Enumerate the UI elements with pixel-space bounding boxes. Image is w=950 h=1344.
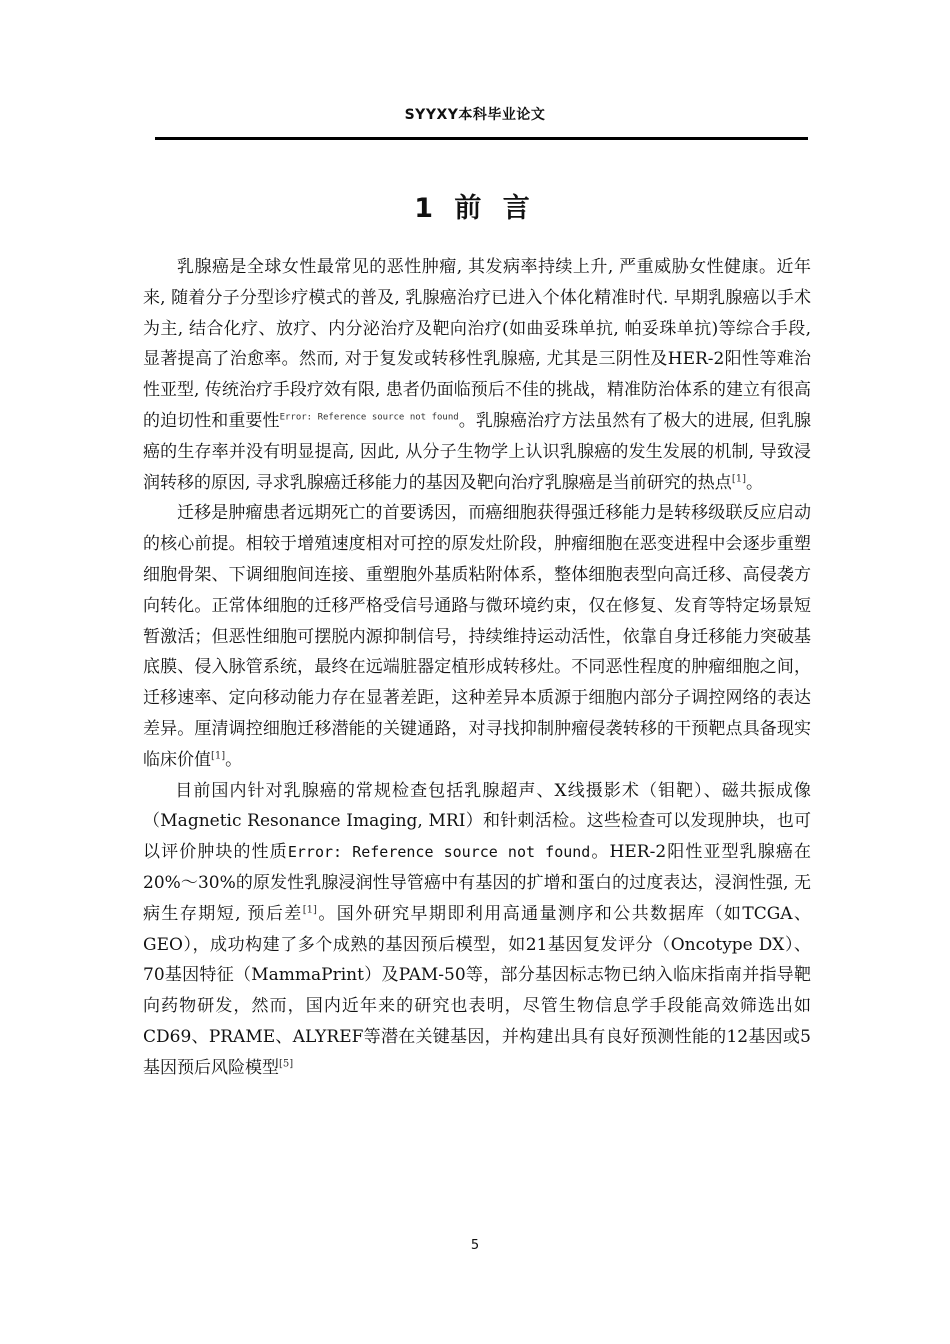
header-rule — [155, 137, 808, 140]
paragraph-1 — [143, 252, 811, 498]
chapter-title: 1 前 言 — [414, 193, 536, 224]
paragraph-1-text-c: 。 — [745, 472, 763, 493]
citation-marker[interactable]: [5] — [279, 1058, 294, 1070]
citation-marker[interactable]: [1] — [302, 904, 317, 916]
paragraph-2-text-c: 。 — [225, 749, 243, 770]
paragraph-2-text-a: 迁移是肿瘤患者远期死亡的首要诱因，而癌细胞获得强迁移能力是转移级联反应启动的核心前提。相较于增殖速度相对可控的原发灶阶段，肿瘤细胞在恶变进程中会逐步重塑细胞骨架、下调细胞间连接、重塑胞外基质粘附体系，整体细胞表型向高迁移、高侵袭方向转化。正常体细胞的迁移严格受信号通路与微环境约束，仅在修复、发育等特定场景短暂激活；但恶性细胞可摆脱内源抑制信号，持续维持运动活性，依靠自身迁移能力突破基底膜、侵入脉管系统，最终在远端脏器定植形成转移灶。不同恶性程度的肿瘤细胞之间，迁移速率、定向移动能力存在显著差距，这种差异本质源于细胞内部分子调控网络的表达差异。厘清调控细胞迁移潜能的关键通路，对寻找抑制肿瘤侵袭转移的干预靶点具备现实临床价值 — [143, 503, 811, 770]
paragraph-1-text-b: 。乳腺癌治疗方法虽然有了极大的进展, 但乳腺癌的生存率并没有明显提高, 因此, 从分子生物学上认识乳腺癌的发生发展的机制, 导致浸润转移的原因, 寻求乳腺癌迁移能力的基因及靶向治疗乳腺癌是当前研究的热点 — [143, 410, 812, 493]
paragraph-3-text-c: 。国外研究早期即利用高通量测序和公共数据库（如TCGA、GEO），成功构建了多个成熟的基因预后模型，如21基因复发评分（Oncotype DX）、70基因特征（MammaPrint）及PAM-50等，部分基因标志物已纳入临床指南并指导靶向药物研发，然而，国内近年来的研究也表明，尽管生物信息学手段能高效筛选出如CD69、PRAME、ALYREF等潜在关键基因，并构建出具有良好预测性能的12基因或5基因预后风险模型 — [143, 903, 811, 1078]
paragraph-3-text-b: 。HER-2阳性亚型乳腺癌在20%～30%的原发性乳腺浸润性导管癌中有基因的扩增和蛋白的过度表达，浸润性强, 无病生存期短, 预后差 — [143, 842, 812, 924]
running-header: SYYXY本科毕业论文 — [404, 107, 546, 123]
citation-marker[interactable]: [1] — [211, 750, 226, 762]
paragraph-2 — [143, 498, 811, 775]
citation-marker[interactable]: [1] — [731, 472, 746, 484]
body-text — [143, 252, 811, 1084]
reference-error-text: Error: Reference source not found — [287, 843, 591, 862]
paragraph-3 — [143, 776, 811, 1084]
page-number: 5 — [470, 1238, 480, 1253]
paragraph-3-text-a: 目前国内针对乳腺癌的常规检查包括乳腺超声、X线摄影术（钼靶）、磁共振成像（Magnetic Resonance Imaging, MRI）和针刺活检。这些检查可以发现肿块，也可以评价肿块的性质 — [143, 780, 811, 863]
reference-error-inline: Error: Reference source not found — [279, 412, 459, 423]
paragraph-1-text-a: 乳腺癌是全球女性最常见的恶性肿瘤, 其发病率持续上升, 严重威胁女性健康。近年来, 随着分子分型诊疗模式的普及, 乳腺癌治疗已进入个体化精准时代. 早期乳腺癌以手术为主, 结合化疗、放疗、内分泌治疗及靶向治疗(如曲妥珠单抗, 帕妥珠单抗)等综合手段, 显著提高了治愈率。然而, 对于复发或转移性乳腺癌, 尤其是三阴性及HER-2阳性等难治性亚型, 传统治疗手段疗效有限, 患者仍面临预后不佳的挑战，精准防治体系的建立有很高的迫切性和重要性 — [143, 257, 811, 431]
